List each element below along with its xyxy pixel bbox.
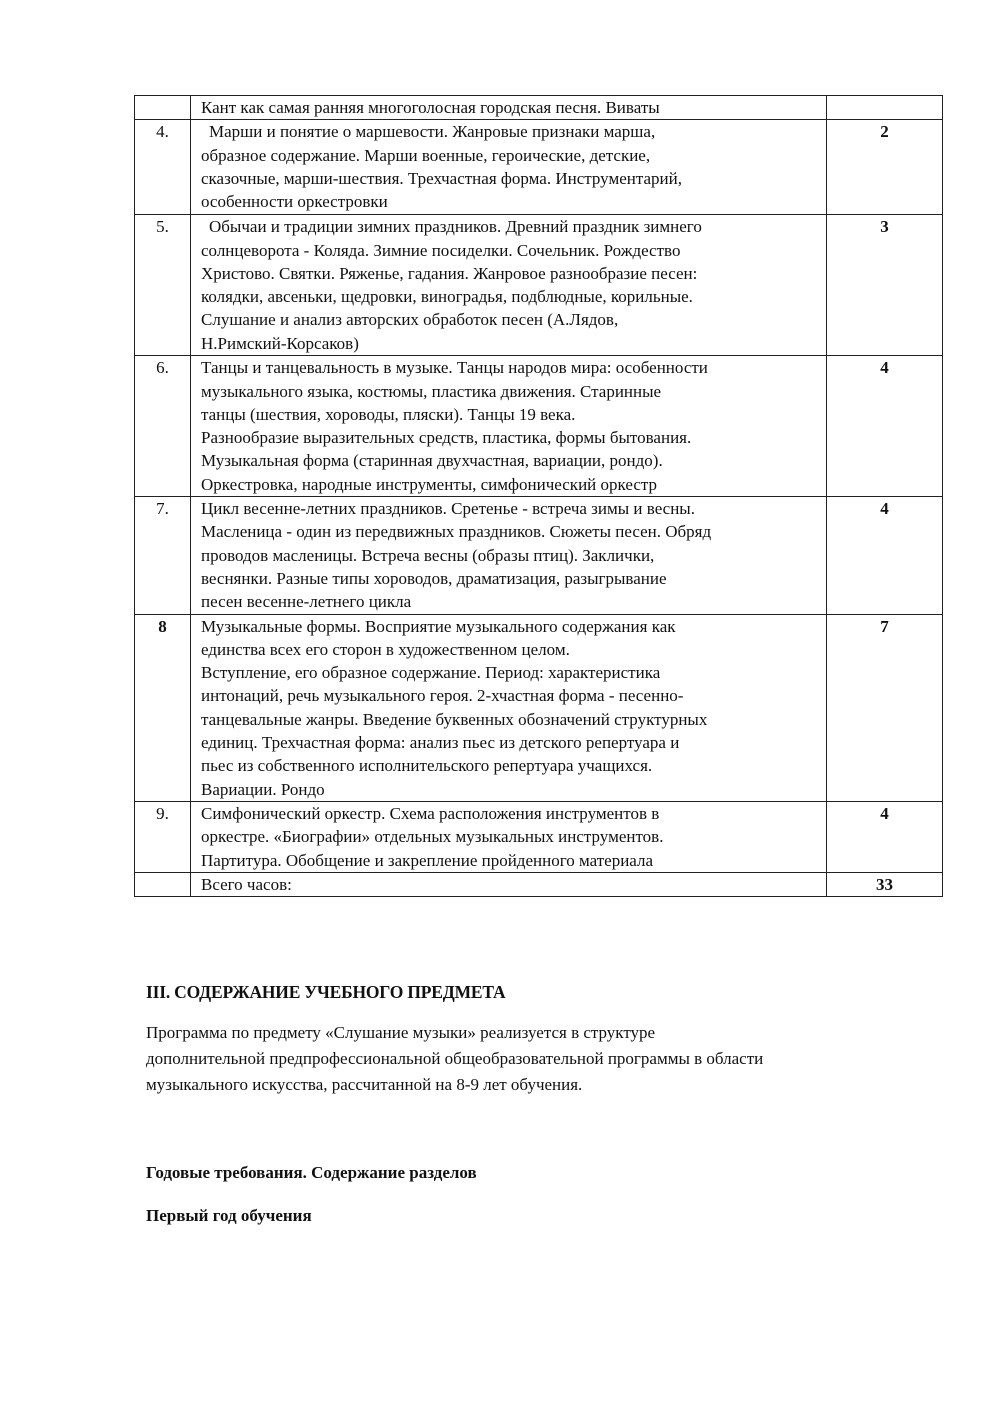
table-row <box>135 872 943 896</box>
table-row <box>135 215 943 356</box>
row-hours <box>827 96 943 120</box>
topic-line: Цикл весенне-летних праздников. Сретенье - встреча зимы и весны. <box>201 499 695 519</box>
topic-line: Музыкальные формы. Восприятие музыкального содержания как <box>201 616 676 636</box>
row-hours: 33 <box>827 872 943 896</box>
topic-line: Кант как самая ранняя многоголосная городская песня. Виваты <box>201 98 660 117</box>
row-topic <box>191 872 827 896</box>
row-hours: 4 <box>827 497 943 614</box>
topic-line: Марши и понятие о маршевости. Жанровые признаки марша, <box>209 122 656 142</box>
row-hours: 4 <box>827 801 943 872</box>
row-number: 7. <box>135 497 191 614</box>
table-row <box>135 96 943 120</box>
paragraph-line: дополнительной предпрофессиональной общеобразовательной программы в области <box>146 1049 764 1068</box>
row-number: 4. <box>135 120 191 215</box>
row-number <box>135 872 191 896</box>
subheading-annual-requirements: Годовые требования. Содержание разделов <box>146 1163 477 1182</box>
topic-line: колядки, авсеньки, щедровки, виноградья, подблюдные, корильные. <box>201 287 693 307</box>
topic-line: особенности оркестровки <box>201 192 388 212</box>
row-number <box>135 96 191 120</box>
table-row <box>135 356 943 497</box>
row-hours: 3 <box>827 215 943 356</box>
topic-line: Разнообразие выразительных средств, пластика, формы бытования. <box>201 428 692 448</box>
row-number: 6. <box>135 356 191 497</box>
topic-line: солнцеворота - Коляда. Зимние посиделки. Сочельник. Рождество <box>201 240 681 260</box>
row-topic <box>191 120 827 215</box>
row-number: 9. <box>135 801 191 872</box>
subheading-first-year: Первый год обучения <box>146 1206 312 1225</box>
topic-line: Вступление, его образное содержание. Период: характеристика <box>201 663 661 683</box>
topic-line: Всего часов: <box>201 874 292 894</box>
row-topic <box>191 356 827 497</box>
row-topic <box>191 215 827 356</box>
section-title: III. СОДЕРЖАНИЕ УЧЕБНОГО ПРЕДМЕТА <box>146 982 506 1002</box>
table-row <box>135 120 943 215</box>
row-hours: 2 <box>827 120 943 215</box>
curriculum-table-body <box>135 96 943 897</box>
topic-line: единиц. Трехчастная форма: анализ пьес из детского репертуара и <box>201 733 680 753</box>
topic-line: проводов масленицы. Встреча весны (образы птиц). Заклички, <box>201 545 655 565</box>
topic-line: образное содержание. Марши военные, героические, детские, <box>201 145 651 165</box>
topic-line: интонаций, речь музыкального героя. 2-хчастная форма - песенно- <box>201 686 684 706</box>
topic-line: Обычаи и традиции зимних праздников. Древний праздник зимнего <box>209 217 702 237</box>
paragraph-line: музыкального искусства, рассчитанной на 8-9 лет обучения. <box>146 1075 583 1094</box>
topic-line: танцевальные жанры. Введение буквенных обозначений структурных <box>201 709 708 729</box>
table-row <box>135 497 943 614</box>
topic-line: Музыкальная форма (старинная двухчастная, вариации, рондо). <box>201 451 663 471</box>
topic-line: пьес из собственного исполнительского репертуара учащихся. <box>201 756 653 776</box>
section-paragraph <box>146 1020 906 1098</box>
curriculum-table <box>134 95 943 897</box>
table-row <box>135 614 943 801</box>
topic-line: Христово. Святки. Ряженье, гадания. Жанровое разнообразие песен: <box>201 263 698 283</box>
topic-line: веснянки. Разные типы хороводов, драматизация, разыгрывание <box>201 568 667 588</box>
row-topic <box>191 497 827 614</box>
topic-line: Слушание и анализ авторских обработок песен (А.Лядов, <box>201 310 619 330</box>
topic-line: Оркестровка, народные инструменты, симфонический оркестр <box>201 474 658 494</box>
row-topic <box>191 614 827 801</box>
topic-line: Партитура. Обобщение и закрепление пройденного материала <box>201 850 654 870</box>
topic-line: Вариации. Рондо <box>201 779 325 799</box>
topic-line: Н.Римский-Корсаков) <box>201 333 359 353</box>
topic-line: музыкального языка, костюмы, пластика движения. Старинные <box>201 381 662 401</box>
topic-line: танцы (шествия, хороводы, пляски). Танцы 19 века. <box>201 404 576 424</box>
topic-line: единства всех его сторон в художественном целом. <box>201 639 570 659</box>
topic-line: песен весенне-летнего цикла <box>201 592 412 612</box>
row-number: 8 <box>135 614 191 801</box>
row-hours: 4 <box>827 356 943 497</box>
topic-line: сказочные, марши-шествия. Трехчастная форма. Инструментарий, <box>201 168 682 188</box>
row-hours: 7 <box>827 614 943 801</box>
topic-line: Масленица - один из передвижных праздников. Сюжеты песен. Обряд <box>201 522 712 542</box>
row-number: 5. <box>135 215 191 356</box>
topic-line: Танцы и танцевальность в музыке. Танцы народов мира: особенности <box>201 358 708 378</box>
topic-line: оркестре. «Биографии» отдельных музыкальных инструментов. <box>201 827 664 847</box>
row-topic <box>191 96 827 120</box>
row-topic <box>191 801 827 872</box>
topic-line: Симфонический оркестр. Схема расположения инструментов в <box>201 803 660 823</box>
table-row <box>135 801 943 872</box>
paragraph-line: Программа по предмету «Слушание музыки» реализуется в структуре <box>146 1023 656 1042</box>
